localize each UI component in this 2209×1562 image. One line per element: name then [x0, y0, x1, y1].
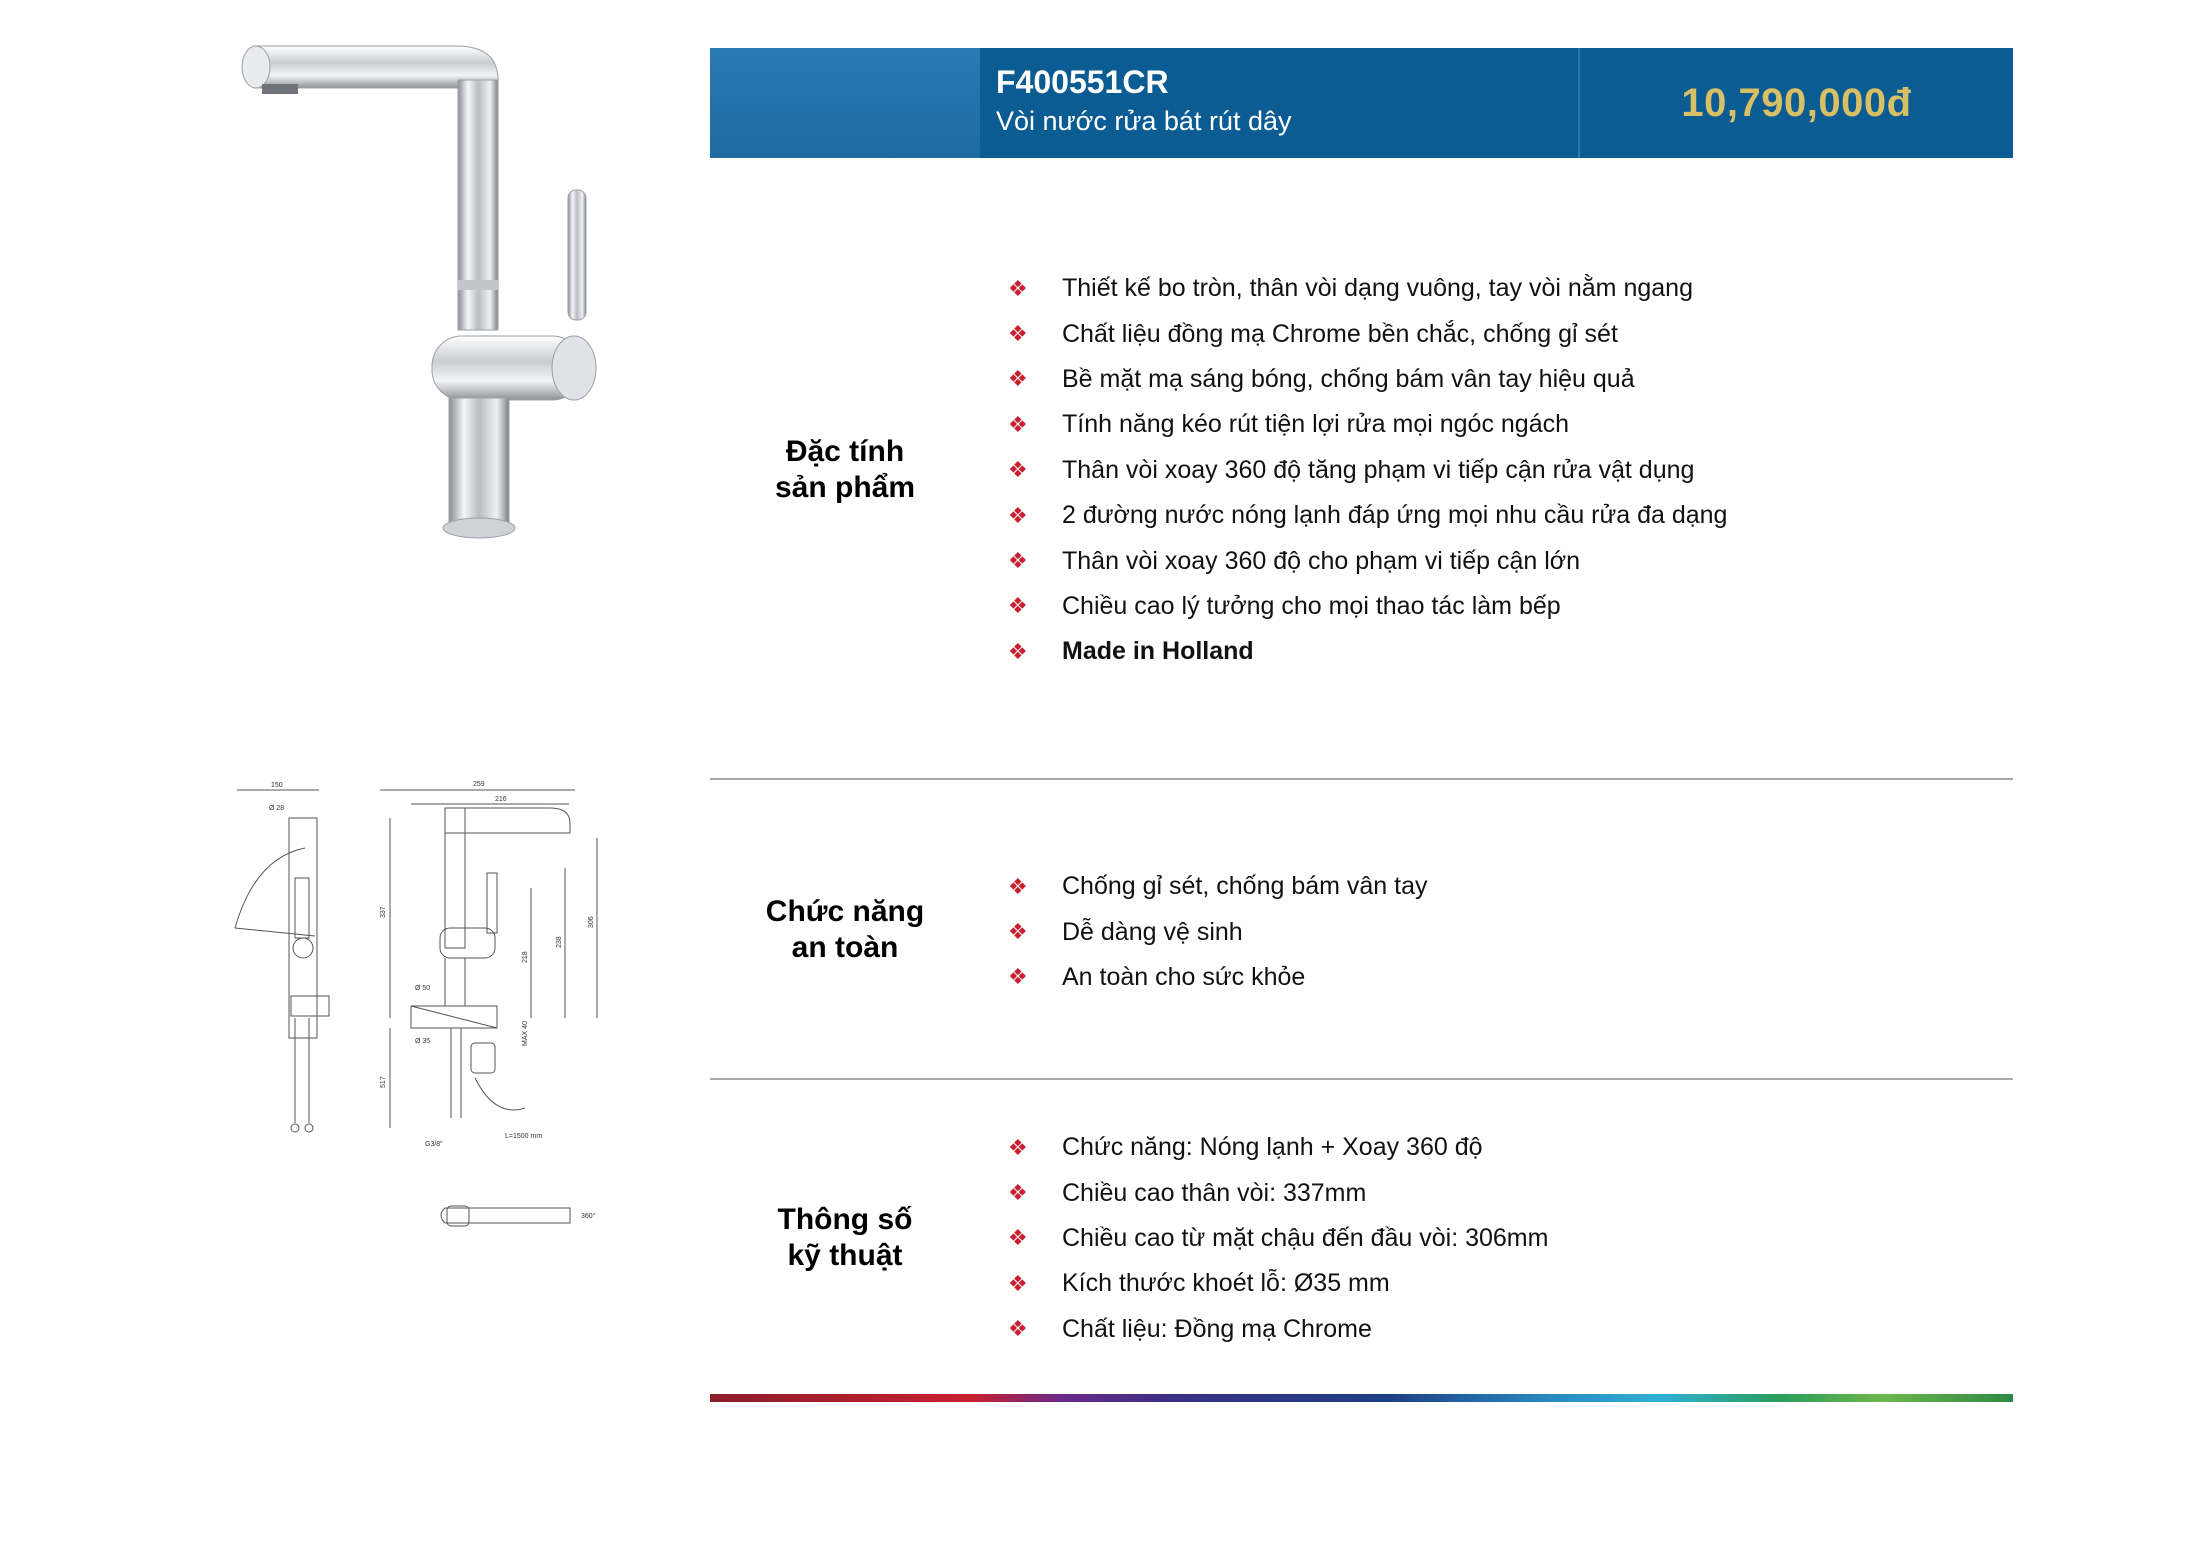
- list-item: ❖ 2 đường nước nóng lạnh đáp ứng mọi nhu cầu rửa đa dạng: [1000, 493, 1727, 538]
- specs-label: [720, 1202, 970, 1274]
- dim-max40: MAX 40: [522, 1021, 529, 1046]
- dim-216: 216: [495, 796, 507, 803]
- safety-list: [1000, 864, 1428, 1000]
- diamond-bullet-icon: ❖: [1008, 1180, 1028, 1206]
- dim-150: 150: [271, 782, 283, 789]
- section-divider: [710, 1078, 2013, 1080]
- specs-label-line1: Thông số: [777, 1203, 913, 1236]
- diamond-bullet-icon: ❖: [1008, 1270, 1028, 1296]
- dim-517: 517: [380, 1076, 387, 1088]
- product-code: F400551CR: [996, 64, 1169, 100]
- diamond-bullet-icon: ❖: [1008, 457, 1028, 483]
- diamond-bullet-icon: ❖: [1008, 1225, 1028, 1251]
- safety-label-line2: an toàn: [791, 931, 899, 964]
- dim-hose-length: L=1500 mm: [505, 1133, 543, 1140]
- dim-218: 218: [522, 951, 529, 963]
- diamond-bullet-icon: ❖: [1008, 873, 1028, 899]
- diamond-bullet-icon: ❖: [1008, 1134, 1028, 1160]
- faucet-photo: [236, 40, 606, 550]
- dim-g38: G3/8": [425, 1141, 443, 1148]
- product-name: Vòi nước rửa bát rút dây: [996, 106, 1292, 136]
- product-header: [710, 48, 2013, 158]
- list-item: ❖ Made in Holland: [1000, 629, 1727, 674]
- features-label-line2: sản phẩm: [774, 471, 916, 504]
- diamond-bullet-icon: ❖: [1008, 1316, 1028, 1342]
- diamond-bullet-icon: ❖: [1008, 638, 1028, 664]
- diamond-bullet-icon: ❖: [1008, 411, 1028, 437]
- list-item: ❖ Kích thước khoét lỗ: Ø35 mm: [1000, 1261, 1548, 1306]
- diamond-bullet-icon: ❖: [1008, 275, 1028, 301]
- dim-360: 360°: [581, 1213, 596, 1220]
- list-item: ❖ Thân vòi xoay 360 độ cho phạm vi tiếp cận lớn: [1000, 538, 1727, 583]
- rainbow-footer-bar: [710, 1394, 2013, 1402]
- safety-label-line1: Chức năng: [765, 895, 925, 928]
- dim-337: 337: [380, 906, 387, 918]
- list-item: ❖ Chiều cao lý tưởng cho mọi thao tác làm bếp: [1000, 584, 1727, 629]
- diamond-bullet-icon: ❖: [1008, 366, 1028, 392]
- diamond-bullet-icon: ❖: [1008, 548, 1028, 574]
- list-item: ❖ Chất liệu: Đồng mạ Chrome: [1000, 1307, 1548, 1352]
- list-item: ❖ Thân vòi xoay 360 độ tăng phạm vi tiếp cận rửa vật dụng: [1000, 448, 1727, 493]
- list-item: ❖ Chất liệu đồng mạ Chrome bền chắc, chống gỉ sét: [1000, 311, 1727, 356]
- diamond-bullet-icon: ❖: [1008, 593, 1028, 619]
- dim-d50: Ø 50: [415, 985, 431, 992]
- header-accent-block: [710, 48, 980, 158]
- list-item: ❖ Chức năng: Nóng lạnh + Xoay 360 độ: [1000, 1125, 1548, 1170]
- features-label: [720, 434, 970, 506]
- list-item: ❖ Thiết kế bo tròn, thân vòi dạng vuông, tay vòi nằm ngang: [1000, 266, 1727, 311]
- list-item: ❖ Tính năng kéo rút tiện lợi rửa mọi ngóc ngách: [1000, 402, 1727, 447]
- header-price-block: [1578, 48, 2013, 158]
- list-item: ❖ Chiều cao thân vòi: 337mm: [1000, 1170, 1548, 1215]
- diamond-bullet-icon: ❖: [1008, 502, 1028, 528]
- product-price: 10,790,000đ: [1681, 80, 1912, 125]
- safety-label: [720, 894, 970, 966]
- dim-d28: Ø 28: [269, 805, 285, 812]
- dim-259: 259: [473, 781, 485, 788]
- specs-label-line2: kỹ thuật: [787, 1239, 903, 1272]
- dim-d35: Ø 35: [415, 1038, 431, 1045]
- diamond-bullet-icon: ❖: [1008, 321, 1028, 347]
- list-item: ❖ An toàn cho sức khỏe: [1000, 955, 1428, 1000]
- dim-306: 306: [588, 916, 595, 928]
- diamond-bullet-icon: ❖: [1008, 919, 1028, 945]
- header-title-block: [980, 48, 1578, 158]
- features-label-line1: Đặc tính: [785, 435, 905, 468]
- features-list: [1000, 266, 1727, 675]
- diamond-bullet-icon: ❖: [1008, 964, 1028, 990]
- list-item: ❖ Bề mặt mạ sáng bóng, chống bám vân tay hiệu quả: [1000, 357, 1727, 402]
- section-divider: [710, 778, 2013, 780]
- technical-drawing: [225, 778, 625, 1248]
- specs-list: [1000, 1125, 1548, 1352]
- list-item: ❖ Dễ dàng vệ sinh: [1000, 909, 1428, 954]
- list-item: ❖ Chống gỉ sét, chống bám vân tay: [1000, 864, 1428, 909]
- dim-238: 238: [556, 936, 563, 948]
- list-item: ❖ Chiều cao từ mặt chậu đến đầu vòi: 306mm: [1000, 1216, 1548, 1261]
